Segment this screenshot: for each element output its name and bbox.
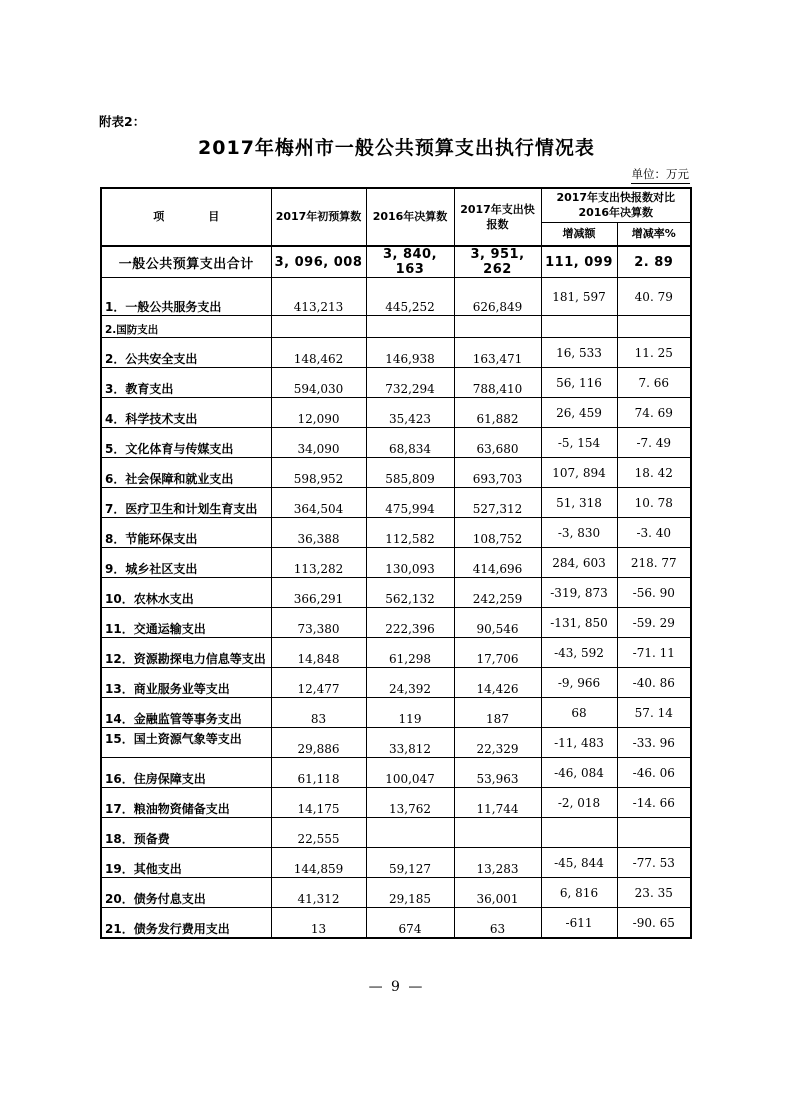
change-rate-cell: -7. 49 [617, 428, 691, 458]
budget-2017-cell: 12,090 [271, 398, 366, 428]
report-2017-cell: 187 [454, 698, 541, 728]
budget-2017-cell: 364,504 [271, 488, 366, 518]
total-report-2017: 3, 951, 262 [454, 246, 541, 278]
table-row [101, 638, 691, 668]
change-amount-cell: 107, 894 [541, 458, 617, 488]
table-row [101, 668, 691, 698]
report-2017-cell: 693,703 [454, 458, 541, 488]
change-amount-cell: -9, 966 [541, 668, 617, 698]
item-label: 6．社会保障和就业支出 [101, 458, 271, 488]
report-2017-cell: 242,259 [454, 578, 541, 608]
change-amount-cell: -11, 483 [541, 728, 617, 758]
change-rate-cell: 11. 25 [617, 338, 691, 368]
table-row [101, 398, 691, 428]
item-label: 11．交通运输支出 [101, 608, 271, 638]
report-2017-cell: 13,283 [454, 848, 541, 878]
final-2016-cell: 68,834 [366, 428, 454, 458]
change-rate-cell: -40. 86 [617, 668, 691, 698]
change-amount-cell: -43, 592 [541, 638, 617, 668]
total-change-amount: 111, 099 [541, 246, 617, 278]
item-label: 14．金融监管等事务支出 [101, 698, 271, 728]
item-label: 15．国土资源气象等支出 [101, 728, 271, 758]
expenditure-table [100, 187, 692, 939]
item-label: 9．城乡社区支出 [101, 548, 271, 578]
table-row [101, 578, 691, 608]
budget-2017-cell: 594,030 [271, 368, 366, 398]
change-rate-cell: -77. 53 [617, 848, 691, 878]
change-amount-cell: -131, 850 [541, 608, 617, 638]
final-2016-cell [366, 818, 454, 848]
change-amount-cell: -45, 844 [541, 848, 617, 878]
item-label: 17．粮油物资储备支出 [101, 788, 271, 818]
report-2017-cell [454, 316, 541, 338]
change-rate-cell: -14. 66 [617, 788, 691, 818]
header-compare-group: 2017年支出快报数对比2016年决算数 [541, 188, 691, 222]
report-2017-cell: 61,882 [454, 398, 541, 428]
table-row [101, 908, 691, 938]
item-label: 13．商业服务业等支出 [101, 668, 271, 698]
table-row [101, 878, 691, 908]
table-row [101, 428, 691, 458]
item-label: 8．节能环保支出 [101, 518, 271, 548]
change-amount-cell: 16, 533 [541, 338, 617, 368]
final-2016-cell: 35,423 [366, 398, 454, 428]
report-2017-cell: 22,329 [454, 728, 541, 758]
final-2016-cell: 13,762 [366, 788, 454, 818]
report-2017-cell [454, 818, 541, 848]
item-label: 19．其他支出 [101, 848, 271, 878]
table-row [101, 316, 691, 338]
change-rate-cell: 218. 77 [617, 548, 691, 578]
change-amount-cell: -5, 154 [541, 428, 617, 458]
total-row [101, 246, 691, 278]
report-2017-cell: 108,752 [454, 518, 541, 548]
item-label: 4．科学技术支出 [101, 398, 271, 428]
report-2017-cell: 17,706 [454, 638, 541, 668]
final-2016-cell: 112,582 [366, 518, 454, 548]
table-row [101, 518, 691, 548]
item-label: 3．教育支出 [101, 368, 271, 398]
budget-2017-cell: 13 [271, 908, 366, 938]
final-2016-cell: 674 [366, 908, 454, 938]
report-2017-cell: 163,471 [454, 338, 541, 368]
budget-2017-cell: 144,859 [271, 848, 366, 878]
budget-2017-cell: 14,175 [271, 788, 366, 818]
report-2017-cell: 788,410 [454, 368, 541, 398]
change-rate-cell: 74. 69 [617, 398, 691, 428]
budget-2017-cell: 61,118 [271, 758, 366, 788]
change-amount-cell: 6, 816 [541, 878, 617, 908]
total-final-2016: 3, 840, 163 [366, 246, 454, 278]
table-row [101, 818, 691, 848]
report-2017-cell: 626,849 [454, 278, 541, 316]
total-budget-2017: 3, 096, 008 [271, 246, 366, 278]
budget-2017-cell: 29,886 [271, 728, 366, 758]
change-amount-cell: 26, 459 [541, 398, 617, 428]
change-amount-cell: -611 [541, 908, 617, 938]
table-row [101, 368, 691, 398]
final-2016-cell: 29,185 [366, 878, 454, 908]
change-rate-cell [617, 818, 691, 848]
budget-2017-cell: 113,282 [271, 548, 366, 578]
final-2016-cell: 585,809 [366, 458, 454, 488]
item-label: 18．预备费 [101, 818, 271, 848]
change-rate-cell: 10. 78 [617, 488, 691, 518]
table-row [101, 698, 691, 728]
budget-2017-cell: 366,291 [271, 578, 366, 608]
budget-2017-cell: 12,477 [271, 668, 366, 698]
change-rate-cell: 23. 35 [617, 878, 691, 908]
table-row [101, 338, 691, 368]
report-2017-cell: 414,696 [454, 548, 541, 578]
budget-2017-cell: 34,090 [271, 428, 366, 458]
budget-2017-cell: 83 [271, 698, 366, 728]
change-amount-cell: 181, 597 [541, 278, 617, 316]
table-row [101, 608, 691, 638]
item-label: 2．公共安全支出 [101, 338, 271, 368]
header-budget-2017: 2017年初预算数 [271, 188, 366, 246]
final-2016-cell: 732,294 [366, 368, 454, 398]
change-amount-cell: 68 [541, 698, 617, 728]
budget-2017-cell [271, 316, 366, 338]
change-rate-cell: 18. 42 [617, 458, 691, 488]
final-2016-cell: 100,047 [366, 758, 454, 788]
item-label: 1．一般公共服务支出 [101, 278, 271, 316]
budget-2017-cell: 22,555 [271, 818, 366, 848]
report-2017-cell: 53,963 [454, 758, 541, 788]
header-item: 项 目 [101, 188, 271, 246]
header-final-2016: 2016年决算数 [366, 188, 454, 246]
change-rate-cell: -56. 90 [617, 578, 691, 608]
item-label: 16．住房保障支出 [101, 758, 271, 788]
total-label: 一般公共预算支出合计 [101, 246, 271, 278]
final-2016-cell: 119 [366, 698, 454, 728]
change-rate-cell: 7. 66 [617, 368, 691, 398]
change-amount-cell: 51, 318 [541, 488, 617, 518]
report-2017-cell: 11,744 [454, 788, 541, 818]
final-2016-cell: 24,392 [366, 668, 454, 698]
table-row [101, 758, 691, 788]
final-2016-cell: 146,938 [366, 338, 454, 368]
change-rate-cell: -71. 11 [617, 638, 691, 668]
table-body [101, 246, 691, 938]
final-2016-cell: 562,132 [366, 578, 454, 608]
final-2016-cell: 222,396 [366, 608, 454, 638]
unit-note: 单位：万元 [631, 166, 691, 184]
final-2016-cell: 33,812 [366, 728, 454, 758]
change-rate-cell: -3. 40 [617, 518, 691, 548]
report-2017-cell: 63 [454, 908, 541, 938]
table-header [101, 188, 691, 246]
item-label: 5．文化体育与传媒支出 [101, 428, 271, 458]
final-2016-cell [366, 316, 454, 338]
table-row [101, 548, 691, 578]
change-rate-cell: -90. 65 [617, 908, 691, 938]
change-rate-cell [617, 316, 691, 338]
budget-2017-cell: 73,380 [271, 608, 366, 638]
table-row [101, 278, 691, 316]
header-change-amount: 增减额 [541, 222, 617, 246]
change-amount-cell: 284, 603 [541, 548, 617, 578]
budget-2017-cell: 598,952 [271, 458, 366, 488]
report-2017-cell: 14,426 [454, 668, 541, 698]
item-label: 20．债务付息支出 [101, 878, 271, 908]
page-title: 2017年梅州市一般公共预算支出执行情况表 [198, 137, 595, 159]
change-amount-cell [541, 316, 617, 338]
item-label: 7．医疗卫生和计划生育支出 [101, 488, 271, 518]
table-row [101, 488, 691, 518]
table-row [101, 458, 691, 488]
change-amount-cell: -2, 018 [541, 788, 617, 818]
final-2016-cell: 130,093 [366, 548, 454, 578]
final-2016-cell: 61,298 [366, 638, 454, 668]
change-amount-cell: 56, 116 [541, 368, 617, 398]
report-2017-cell: 90,546 [454, 608, 541, 638]
report-2017-cell: 36,001 [454, 878, 541, 908]
final-2016-cell: 445,252 [366, 278, 454, 316]
page-number: — 9 — [368, 979, 425, 995]
budget-2017-cell: 41,312 [271, 878, 366, 908]
report-2017-cell: 63,680 [454, 428, 541, 458]
attachment-label: 附表2： [99, 114, 146, 129]
change-rate-cell: -33. 96 [617, 728, 691, 758]
budget-2017-cell: 148,462 [271, 338, 366, 368]
item-label: 21．债务发行费用支出 [101, 908, 271, 938]
header-report-2017: 2017年支出快报数 [454, 188, 541, 246]
budget-2017-cell: 413,213 [271, 278, 366, 316]
item-label: 12．资源勘探电力信息等支出 [101, 638, 271, 668]
change-rate-cell: 40. 79 [617, 278, 691, 316]
final-2016-cell: 59,127 [366, 848, 454, 878]
report-2017-cell: 527,312 [454, 488, 541, 518]
change-rate-cell: 57. 14 [617, 698, 691, 728]
budget-2017-cell: 14,848 [271, 638, 366, 668]
table-row [101, 848, 691, 878]
item-label: 10．农林水支出 [101, 578, 271, 608]
change-rate-cell: -46. 06 [617, 758, 691, 788]
total-change-rate: 2. 89 [617, 246, 691, 278]
final-2016-cell: 475,994 [366, 488, 454, 518]
change-amount-cell: -319, 873 [541, 578, 617, 608]
table-row [101, 788, 691, 818]
change-rate-cell: -59. 29 [617, 608, 691, 638]
change-amount-cell: -46, 084 [541, 758, 617, 788]
budget-2017-cell: 36,388 [271, 518, 366, 548]
change-amount-cell [541, 818, 617, 848]
change-amount-cell: -3, 830 [541, 518, 617, 548]
header-change-rate: 增减率% [617, 222, 691, 246]
item-label: 2.国防支出 [101, 316, 271, 338]
table-row [101, 728, 691, 758]
